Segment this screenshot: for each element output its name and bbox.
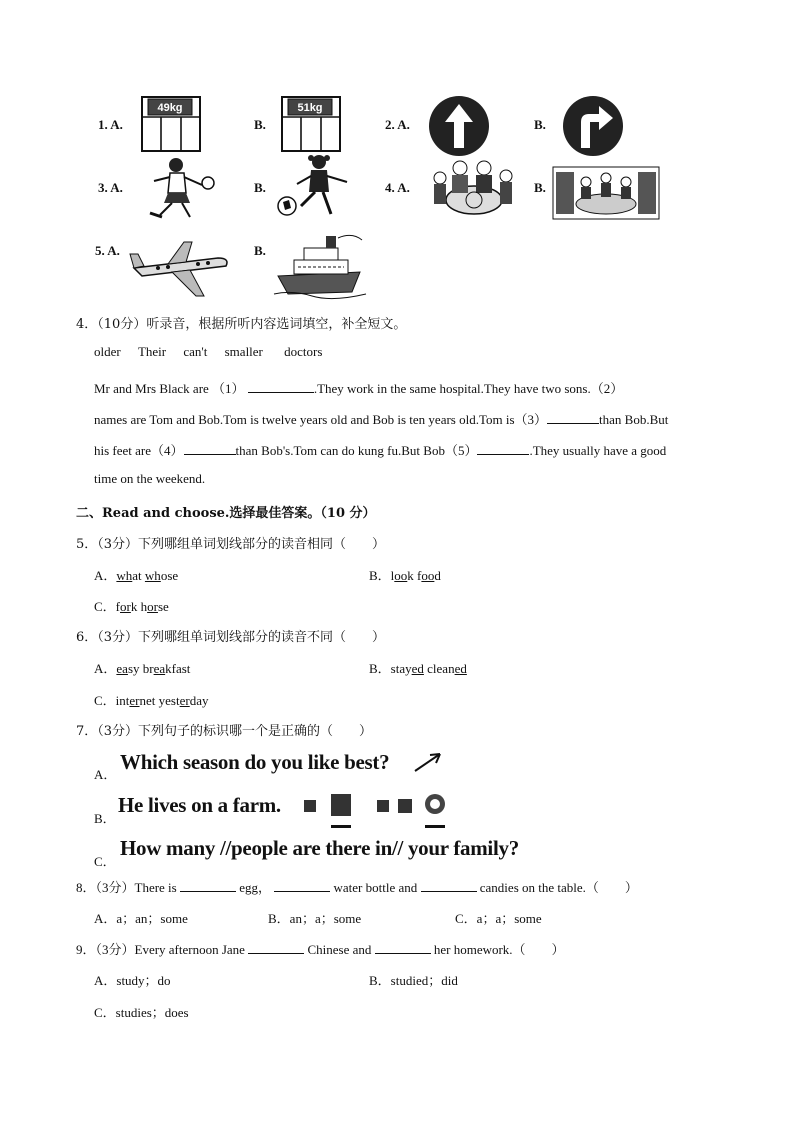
q6-option-a[interactable]: A．easy breakfast <box>94 661 191 676</box>
q6-option-c[interactable]: C．internet yesterday <box>94 693 209 708</box>
q1-label: 1. A. <box>98 117 123 132</box>
q5-b-label: B. <box>254 243 266 258</box>
q9-option-c[interactable]: C．studies；does <box>94 1005 189 1020</box>
cloze-text: than Bob.But <box>599 412 669 427</box>
word-bank-item: doctors <box>284 344 323 359</box>
q8-stem: 8．（3分）There is egg， water bottle and candies on the table.（ ） <box>76 880 638 895</box>
section-2-title: 二、Read and choose.选择最佳答案。（10 分） <box>76 506 376 521</box>
blank-5[interactable] <box>477 443 529 455</box>
q7-option-c-sentence: How many //people are there in// your family? <box>120 836 519 860</box>
q8-option-c[interactable]: C．a；a；some <box>455 911 542 926</box>
q9-blank-1[interactable] <box>248 942 304 954</box>
cloze-line-2 <box>94 409 668 428</box>
airplane-picture <box>128 238 232 300</box>
q8-blank-3[interactable] <box>421 880 477 892</box>
cloze-text: Mr and Mrs Black are （1） <box>94 381 245 396</box>
word-bank <box>94 344 322 360</box>
q8-option-a[interactable]: A．a；an；some <box>94 911 188 926</box>
cloze-text: than Bob's.Tom can do kung fu.But Bob（5） <box>235 443 478 458</box>
family-meal-picture-a <box>428 156 520 222</box>
scale-49kg-picture <box>140 95 202 153</box>
q6-option-b[interactable]: B．stayed cleaned <box>369 661 467 676</box>
q2-b-label: B. <box>534 117 546 132</box>
q1-b-label: B. <box>254 117 266 132</box>
q9-option-a[interactable]: A．study；do <box>94 973 171 988</box>
blank-1[interactable] <box>248 381 314 393</box>
scale-51kg-picture <box>280 95 342 153</box>
q8-blank-1[interactable] <box>180 880 236 892</box>
cloze-text: names are Tom and Bob.Tom is twelve years old and Bob is ten years old.Tom is（3） <box>94 412 548 427</box>
q5-option-a[interactable]: A．what whose <box>94 568 179 583</box>
q5-option-b[interactable]: B．look food <box>369 568 441 583</box>
football-girl-picture <box>275 152 355 222</box>
q5-stem: 5．（3分）下列哪组单词划线部分的读音相同（ ） <box>76 537 386 552</box>
family-meal-picture-b <box>552 166 660 220</box>
q9-blank-2[interactable] <box>375 942 431 954</box>
cloze-text: .They work in the same hospital.They have two sons.（2） <box>313 381 624 396</box>
cloze-line-1 <box>94 378 623 397</box>
q7-stem: 7．（3分）下列句子的标识哪一个是正确的（ ） <box>76 724 373 739</box>
badminton-girl-picture <box>138 155 220 221</box>
blank-3[interactable] <box>547 412 599 424</box>
ship-picture <box>272 232 368 300</box>
q7-option-c-prefix[interactable]: C． <box>94 854 116 869</box>
rising-intonation-arrow-icon <box>412 750 444 774</box>
straight-arrow-sign <box>427 94 491 158</box>
q3-label: 3. A. <box>98 180 123 195</box>
cloze-line-3 <box>94 440 666 459</box>
word-bank-item: can't <box>183 344 208 359</box>
q3-b-label: B. <box>254 180 266 195</box>
stress-marks-picture <box>298 788 454 830</box>
scale-b-value: 51kg <box>297 102 323 114</box>
word-bank-item: smaller <box>224 344 263 359</box>
q5-label: 5. A. <box>95 243 120 258</box>
q9-option-b[interactable]: B．studied；did <box>369 973 458 988</box>
q7-option-b-sentence: He lives on a farm. <box>118 793 281 817</box>
cloze-line-4: time on the weekend. <box>94 471 206 486</box>
word-bank-item: older <box>94 344 121 359</box>
q4-stem: 4．（10分）听录音，根据所听内容选词填空，补全短文。 <box>76 317 407 332</box>
q7-option-b-prefix[interactable]: B． <box>94 811 116 826</box>
cloze-text: his feet are（4） <box>94 443 184 458</box>
q4-pic-label: 4. A. <box>385 180 410 195</box>
q2-label: 2. A. <box>385 117 410 132</box>
q4-pic-b-label: B. <box>534 180 546 195</box>
q7-option-a-sentence: Which season do you like best? <box>120 750 390 774</box>
cloze-text: .They usually have a good <box>529 443 667 458</box>
q8-option-b[interactable]: B．an；a；some <box>268 911 362 926</box>
q9-stem: 9．（3分）Every afternoon Jane Chinese and her homework.（ ） <box>76 942 565 957</box>
turn-right-sign <box>561 94 625 158</box>
blank-4[interactable] <box>184 443 236 455</box>
q5-option-c[interactable]: C．fork horse <box>94 599 169 614</box>
scale-a-value: 49kg <box>157 102 183 114</box>
q6-stem: 6．（3分）下列哪组单词划线部分的读音不同（ ） <box>76 630 386 645</box>
q7-option-a-prefix[interactable]: A． <box>94 767 117 782</box>
word-bank-item: Their <box>137 344 167 359</box>
q8-blank-2[interactable] <box>274 880 330 892</box>
